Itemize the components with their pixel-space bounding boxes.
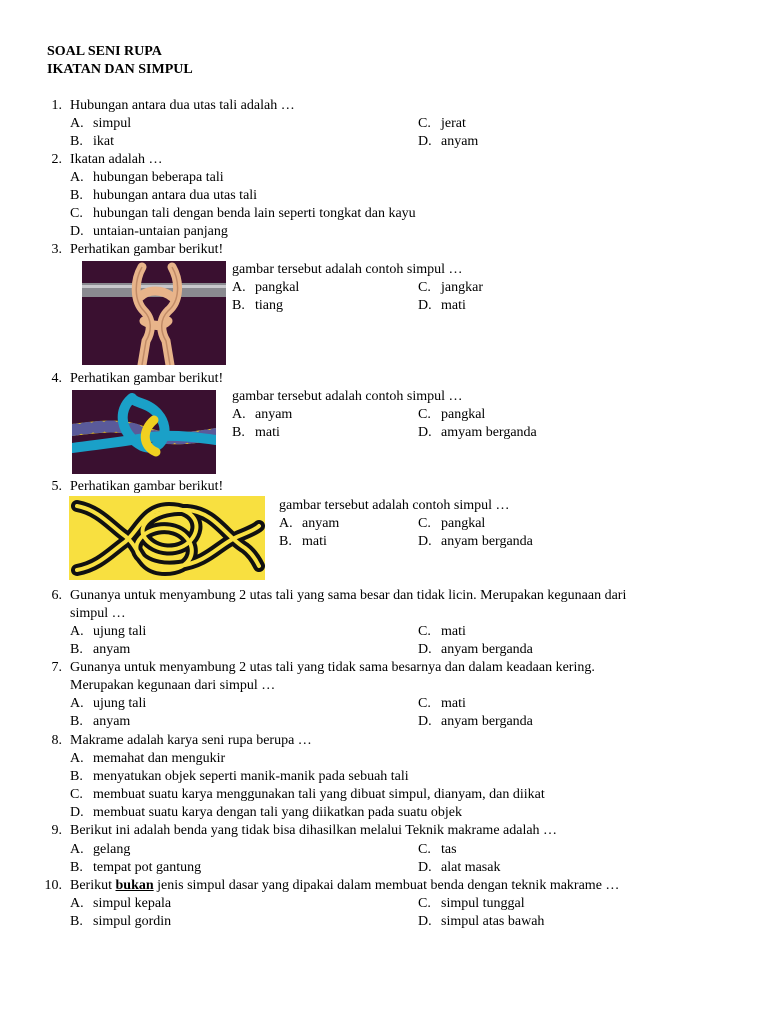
question-text-continued: simpul …	[70, 606, 126, 621]
question-number: 7.	[51, 660, 62, 675]
option-a: A. hubungan beberapa tali	[70, 170, 224, 185]
title-line-1: SOAL SENI RUPA	[47, 44, 162, 59]
question-text: Gunanya untuk menyambung 2 utas tali yang tidak sama besarnya dan dalam keadaan kering.	[70, 660, 595, 675]
option-a: A. memahat dan mengukir	[70, 751, 226, 766]
option-a: A. gelang	[70, 842, 131, 857]
question-number: 2.	[51, 152, 62, 167]
option-a: A. anyam	[279, 516, 340, 531]
question-prompt: gambar tersebut adalah contoh simpul …	[232, 262, 463, 277]
question-text: Hubungan antara dua utas tali adalah …	[70, 98, 295, 113]
option-d: D. alat masak	[418, 860, 501, 875]
option-b: B. tempat pot gantung	[70, 860, 202, 875]
question-number: 6.	[51, 588, 62, 603]
question-text: Perhatikan gambar berikut!	[70, 371, 224, 386]
question-text: Berikut bukan jenis simpul dasar yang dipakai dalam membuat benda dengan teknik makrame …	[70, 878, 620, 893]
option-d: D. simpul atas bawah	[418, 914, 545, 929]
option-b: B. anyam	[70, 642, 131, 657]
question-number: 10.	[44, 878, 62, 893]
clove-hitch-knot-image	[82, 261, 226, 365]
option-c: C. jangkar	[418, 280, 483, 295]
question-text: Berikut ini adalah benda yang tidak bisa dihasilkan melalui Teknik makrame adalah …	[70, 823, 558, 838]
question-text: Ikatan adalah …	[70, 152, 163, 167]
square-knot-image	[72, 390, 216, 474]
option-b: B. tiang	[232, 298, 283, 313]
emphasized-word: bukan	[115, 878, 154, 893]
question-text: Makrame adalah karya seni rupa berupa …	[70, 733, 312, 748]
option-b: B. mati	[232, 425, 280, 440]
option-d: D. untaian-untaian panjang	[70, 224, 228, 239]
option-d: D. anyam berganda	[418, 642, 533, 657]
option-a: A. simpul kepala	[70, 896, 172, 911]
question-number: 1.	[51, 98, 62, 113]
option-c: C. simpul tunggal	[418, 896, 525, 911]
option-c: C. membuat suatu karya menggunakan tali yang dibuat simpul, dianyam, dan diikat	[70, 787, 545, 802]
option-a: A. anyam	[232, 407, 293, 422]
option-d: D. mati	[418, 298, 466, 313]
option-d: D. anyam	[418, 134, 479, 149]
question-number: 5.	[51, 479, 62, 494]
option-d: D. anyam berganda	[418, 534, 533, 549]
question-text: Perhatikan gambar berikut!	[70, 242, 224, 257]
question-text-continued: Merupakan kegunaan dari simpul …	[70, 678, 276, 693]
option-b: B. mati	[279, 534, 327, 549]
option-b: B. ikat	[70, 134, 114, 149]
option-b: B. menyatukan objek seperti manik-manik pada sebuah tali	[70, 769, 409, 784]
option-c: C. mati	[418, 696, 466, 711]
option-a: A. pangkal	[232, 280, 300, 295]
question-prompt: gambar tersebut adalah contoh simpul …	[232, 389, 463, 404]
question-text: Gunanya untuk menyambung 2 utas tali yang sama besar dan tidak licin. Merupakan kegunaan dari	[70, 588, 627, 603]
option-a: A. ujung tali	[70, 696, 147, 711]
option-c: C. jerat	[418, 116, 466, 131]
question-number: 4.	[51, 371, 62, 386]
question-number: 8.	[51, 733, 62, 748]
option-c: C. hubungan tali dengan benda lain seperti tongkat dan kayu	[70, 206, 416, 221]
question-prompt: gambar tersebut adalah contoh simpul …	[279, 498, 510, 513]
question-text: Perhatikan gambar berikut!	[70, 479, 224, 494]
option-b: B. simpul gordin	[70, 914, 172, 929]
option-c: C. mati	[418, 624, 466, 639]
option-a: A. simpul	[70, 116, 132, 131]
option-b: B. anyam	[70, 714, 131, 729]
option-d: D. anyam berganda	[418, 714, 533, 729]
option-c: C. pangkal	[418, 516, 486, 531]
option-c: C. tas	[418, 842, 457, 857]
option-a: A. ujung tali	[70, 624, 147, 639]
question-number: 9.	[51, 823, 62, 838]
option-b: B. hubungan antara dua utas tali	[70, 188, 258, 203]
option-d: D. membuat suatu karya dengan tali yang diikatkan pada suatu objek	[70, 805, 462, 820]
question-number: 3.	[51, 242, 62, 257]
option-d: D. amyam berganda	[418, 425, 537, 440]
option-c: C. pangkal	[418, 407, 486, 422]
title-line-2: IKATAN DAN SIMPUL	[47, 62, 193, 77]
carrick-bend-knot-image	[69, 496, 265, 580]
